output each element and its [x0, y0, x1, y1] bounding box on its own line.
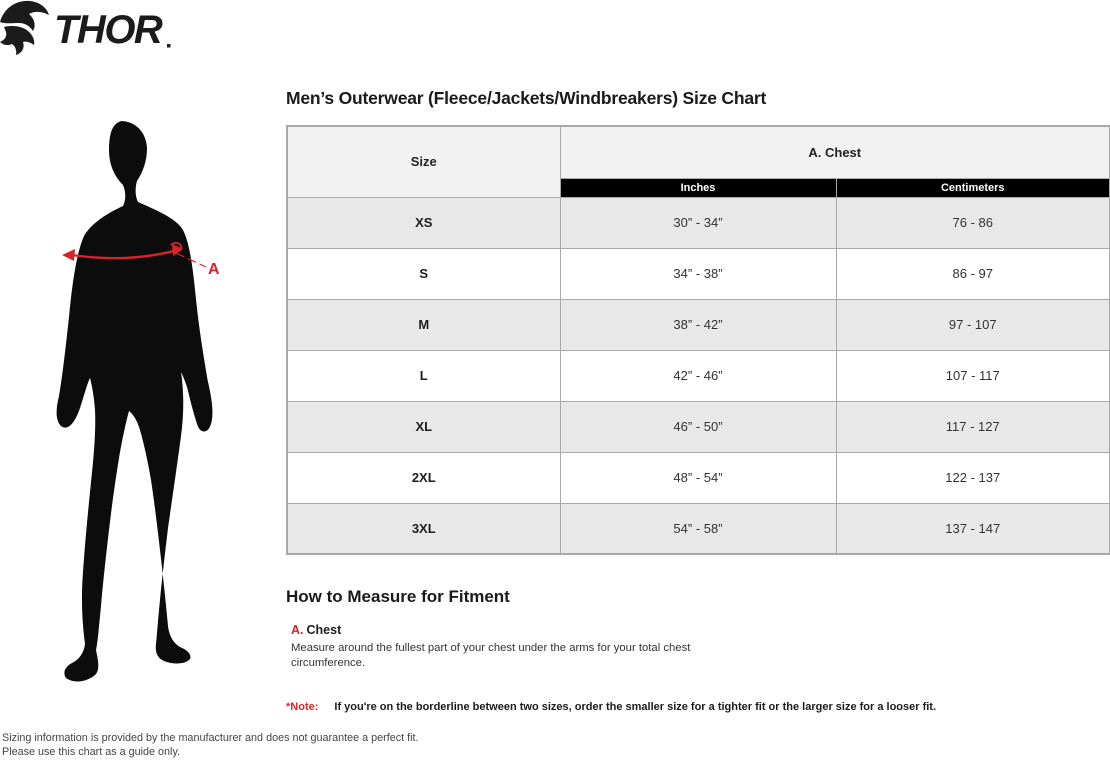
measure-item-chest [291, 623, 701, 671]
how-to-measure-heading: How to Measure for Fitment [286, 587, 510, 606]
inches-value: 30” - 34” [560, 197, 836, 248]
cm-value: 97 - 107 [836, 299, 1110, 350]
size-label: S [287, 248, 560, 299]
size-chart-table [286, 125, 1110, 555]
male-silhouette-icon [30, 114, 240, 689]
disclaimer-line-2: Please use this chart as a guide only. [2, 745, 181, 758]
size-label: M [287, 299, 560, 350]
cm-value: 117 - 127 [836, 401, 1110, 452]
measure-item-name: Chest [306, 623, 342, 637]
inches-unit-header: Inches [560, 178, 836, 197]
measurement-figure [30, 114, 240, 689]
centimeters-unit-header: Centimeters [836, 178, 1110, 197]
measure-item-title [291, 623, 701, 637]
inches-value: 42” - 46” [560, 350, 836, 401]
measure-item-key: A. [291, 623, 304, 637]
size-column-header: Size [287, 126, 560, 197]
size-label: L [287, 350, 560, 401]
table-row [287, 350, 1110, 401]
thor-logo-svg [0, 0, 185, 56]
note-text: If you're on the borderline between two sizes, order the smaller size for a tighter fit or the larger size for a looser fit. [334, 701, 937, 713]
table-row [287, 197, 1110, 248]
table-row [287, 248, 1110, 299]
brand-wordmark: THOR [54, 8, 162, 52]
trademark-dot [167, 44, 171, 48]
disclaimer-line-1: Sizing information is provided by the manufacturer and does not guarantee a perfect fit. [2, 732, 419, 744]
thor-goat-icon [0, 1, 49, 55]
cm-value: 107 - 117 [836, 350, 1110, 401]
brand-logo [0, 0, 185, 56]
cm-value: 137 - 147 [836, 503, 1110, 554]
size-label: 2XL [287, 452, 560, 503]
size-label: XL [287, 401, 560, 452]
cm-value: 76 - 86 [836, 197, 1110, 248]
cm-value: 86 - 97 [836, 248, 1110, 299]
measure-item-description: Measure around the fullest part of your chest under the arms for your total chest circumference. [291, 642, 691, 669]
chest-marker-label: A [208, 261, 220, 278]
table-row [287, 401, 1110, 452]
table-row [287, 452, 1110, 503]
inches-value: 54” - 58” [560, 503, 836, 554]
inches-value: 38” - 42” [560, 299, 836, 350]
cm-value: 122 - 137 [836, 452, 1110, 503]
table-row [287, 503, 1110, 554]
size-label: 3XL [287, 503, 560, 554]
inches-value: 46” - 50” [560, 401, 836, 452]
disclaimer [2, 732, 419, 760]
inches-value: 48” - 54” [560, 452, 836, 503]
note-label: *Note: [286, 701, 319, 713]
table-row [287, 299, 1110, 350]
chest-group-header: A. Chest [560, 126, 1110, 178]
inches-value: 34” - 38” [560, 248, 836, 299]
page-title: Men’s Outerwear (Fleece/Jackets/Windbreakers) Size Chart [286, 88, 767, 108]
size-label: XS [287, 197, 560, 248]
sizing-note [286, 701, 936, 713]
